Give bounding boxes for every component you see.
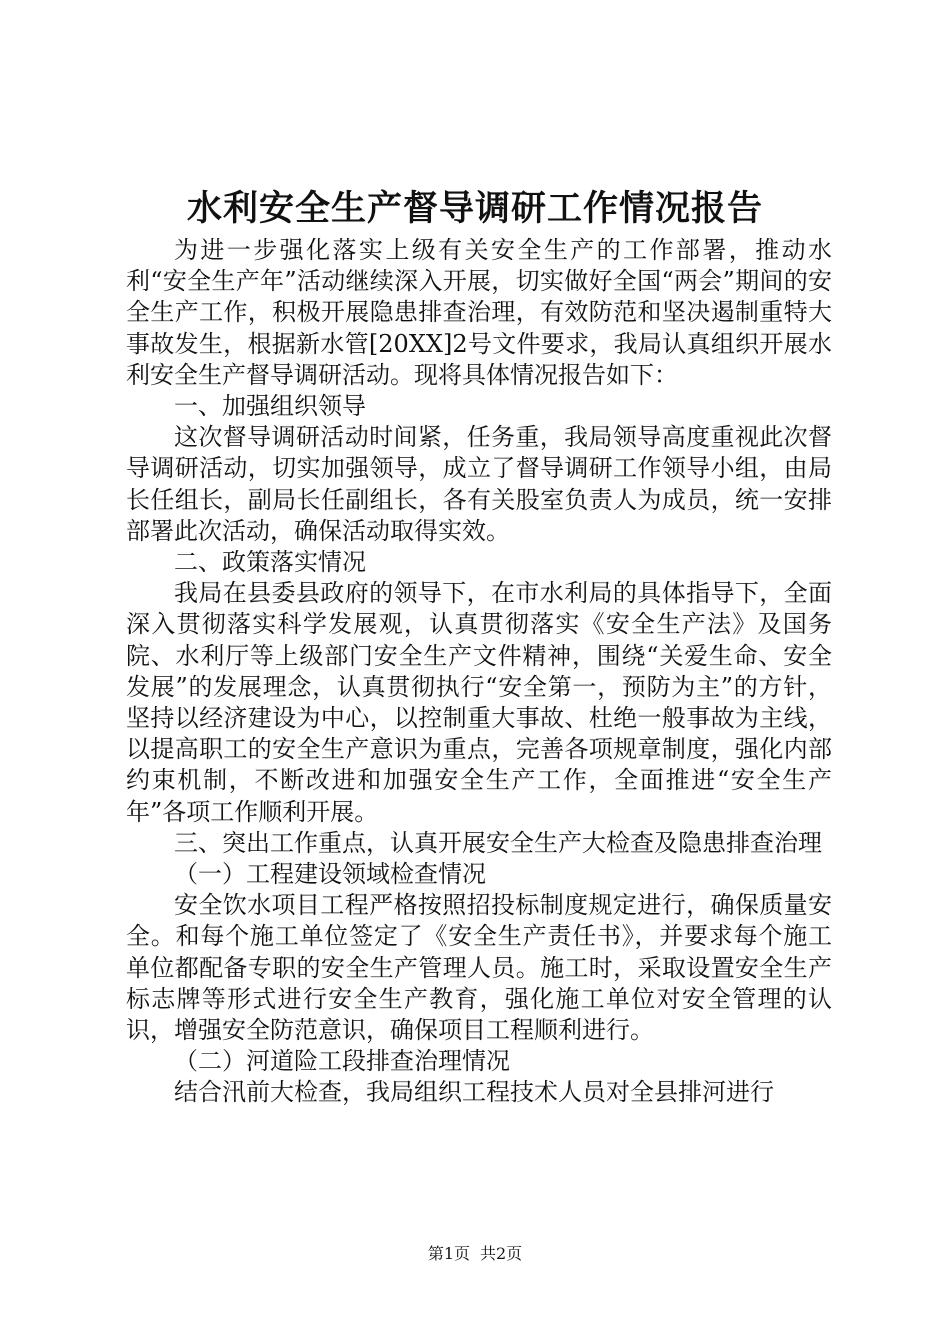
subsection-heading-2: （二）河道险工段排查治理情况 <box>174 1047 510 1076</box>
subsection-heading-1: （一）工程建设领域检查情况 <box>174 860 486 889</box>
paragraph-intro: 为进一步强化落实上级有关安全生产的工作部署，推动水利“安全生产年”活动继续深入开展，切实做好全国“两会”期间的安全生产工作，积极开展隐患排查治理，有效防范和坚决遏制重特大事故发生，根据新水管[20XX]2号文件要求，我局认真组织开展水利安全生产督导调研活动。现将具体情况报告如下： <box>126 236 832 389</box>
section-heading-3: 三、突出工作重点，认真开展安全生产大检查及隐患排查治理 <box>174 828 822 857</box>
paragraph-river: 结合汛前大检查，我局组织工程技术人员对全县排河进行 <box>174 1078 774 1107</box>
page-number-current: 第1页 <box>427 1244 470 1263</box>
paragraph-construction: 安全饮水项目工程严格按照招投标制度规定进行，确保质量安全。和每个施工单位签定了《安全生产责任书》，并要求每个施工单位都配备专职的安全生产管理人员。施工时，采取设置安全生产标志牌等形式进行安全生产教育，强化施工单位对安全管理的认识，增强安全防范意识，确保项目工程顺利进行。 <box>126 891 832 1045</box>
page-number-total: 共2页 <box>480 1244 523 1263</box>
document-body <box>126 235 832 1109</box>
page-footer <box>0 1243 950 1265</box>
paragraph-policy: 我局在县委县政府的领导下，在市水利局的具体指导下，全面深入贯彻落实科学发展观，认真贯彻落实《安全生产法》及国务院、水利厅等上级部门安全生产文件精神，围绕“关爱生命、安全发展”的发展理念，认真贯彻执行“安全第一，预防为主”的方针，坚持以经济建设为中心，以控制重大事故、杜绝一般事故为主线，以提高职工的安全生产意识为重点，完善各项规章制度，强化内部约束机制，不断改进和加强安全生产工作，全面推进“安全生产年”各项工作顺利开展。 <box>126 579 832 826</box>
section-heading-2: 二、政策落实情况 <box>174 548 366 577</box>
section-heading-1: 一、加强组织领导 <box>174 392 366 421</box>
document-title: 水利安全生产督导调研工作情况报告 <box>186 188 763 229</box>
paragraph-organization: 这次督导调研活动时间紧，任务重，我局领导高度重视此次督导调研活动，切实加强领导，成立了督导调研工作领导小组，由局长任组长，副局长任副组长，各有关股室负责人为成员，统一安排部署此次活动，确保活动取得实效。 <box>126 423 832 545</box>
